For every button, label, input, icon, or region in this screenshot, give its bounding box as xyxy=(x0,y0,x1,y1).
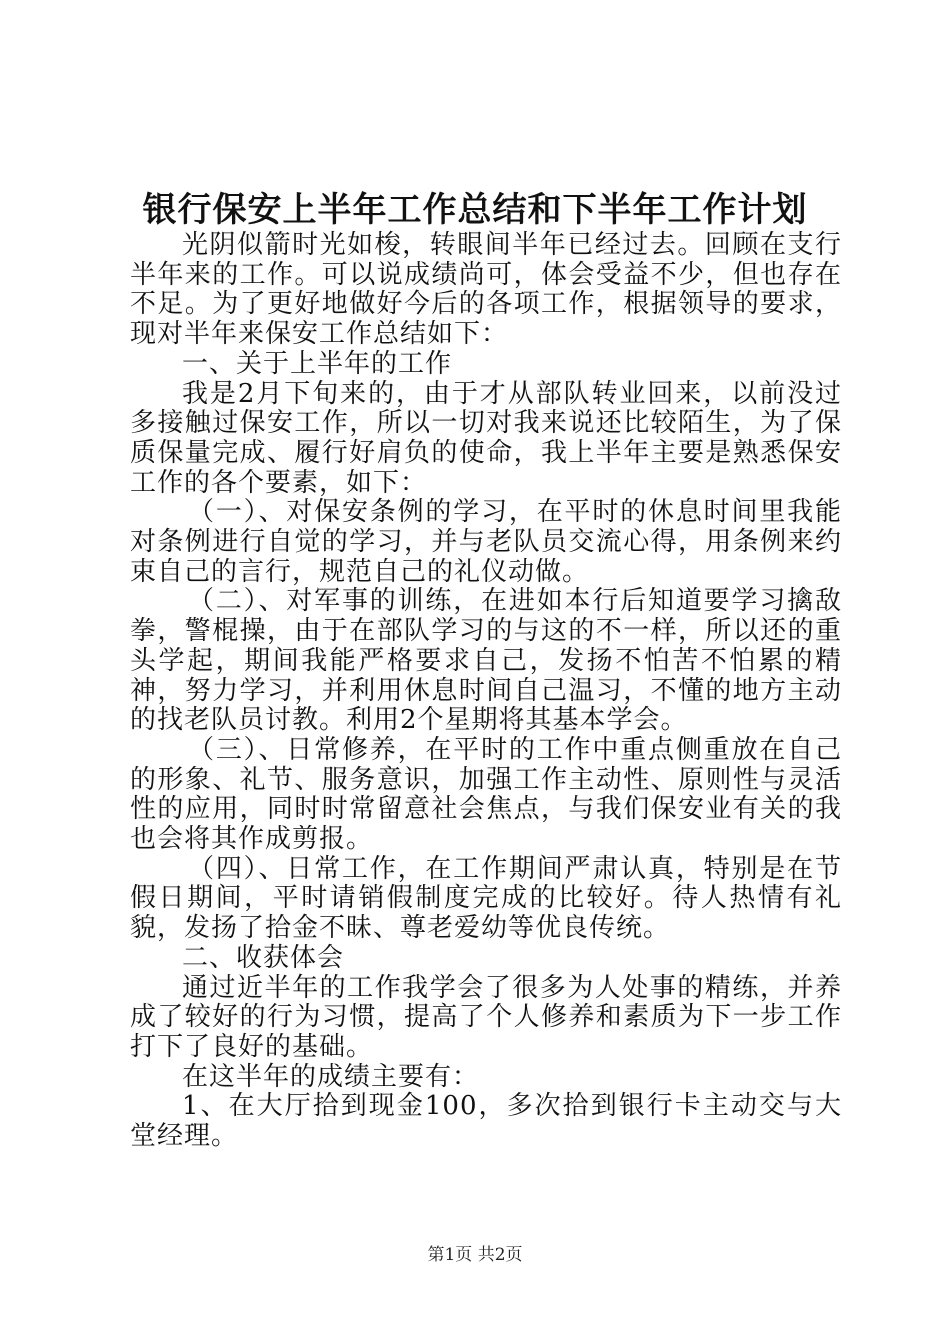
gains-paragraph: 通过近半年的工作我学会了很多为人处事的精练，并养成了较好的行为习惯，提高了个人修养和素质为下一步工作打下了良好的基础。 xyxy=(130,972,842,1062)
achievement-item-1: 1、在大厅拾到现金100，多次拾到银行卡主动交与大堂经理。 xyxy=(130,1091,842,1152)
intro-paragraph: 光阴似箭时光如梭，转眼间半年已经过去。回顾在支行半年来的工作。可以说成绩尚可，体会受益不少，但也存在不足。为了更好地做好今后的各项工作，根据领导的要求，现对半年来保安工作总结如下： xyxy=(130,230,842,350)
item-daily-cultivation: （三）、日常修养，在平时的工作中重点侧重放在自己的形象、礼节、服务意识，加强工作主动性、原则性与灵活性的应用，同时时常留意社会焦点，与我们保安业有关的我也会将其作成剪报。 xyxy=(130,734,842,855)
section-heading-first-half-work: 一、关于上半年的工作 xyxy=(182,348,453,379)
item-daily-work: （四）、日常工作，在工作期间严肃认真，特别是在节假日期间，平时请销假制度完成的比较好。待人热情有礼貌，发扬了拾金不昧、尊老爱幼等优良传统。 xyxy=(130,853,842,944)
background-paragraph: 我是2月下旬来的，由于才从部队转业回来，以前没过多接触过保安工作，所以一切对我来说还比较陌生，为了保质保量完成、履行好肩负的使命，我上半年主要是熟悉保安工作的各个要素，如下： xyxy=(130,378,842,498)
item-military-training: （二）、对军事的训练，在进如本行后知道要学习擒敌拳，警棍操，由于在部队学习的与这的不一样，所以还的重头学起，期间我能严格要求自己，发扬不怕苦不怕累的精神，努力学习，并利用休息时间自己温习，不懂的地方主动的找老队员讨教。利用2个星期将其基本学会。 xyxy=(130,586,842,736)
achievements-intro: 在这半年的成绩主要有： xyxy=(182,1061,480,1092)
document-title: 银行保安上半年工作总结和下半年工作计划 xyxy=(142,190,808,230)
item-regulations-study: （一）、对保安条例的学习，在平时的休息时间里我能对条例进行自觉的学习，并与老队员交流心得，用条例来约束自己的言行，规范自己的礼仪动做。 xyxy=(130,497,842,587)
section-heading-gains: 二、收获体会 xyxy=(182,942,345,973)
document-body xyxy=(130,231,842,1152)
page-number-footer: 第1页 共2页 xyxy=(427,1245,523,1265)
